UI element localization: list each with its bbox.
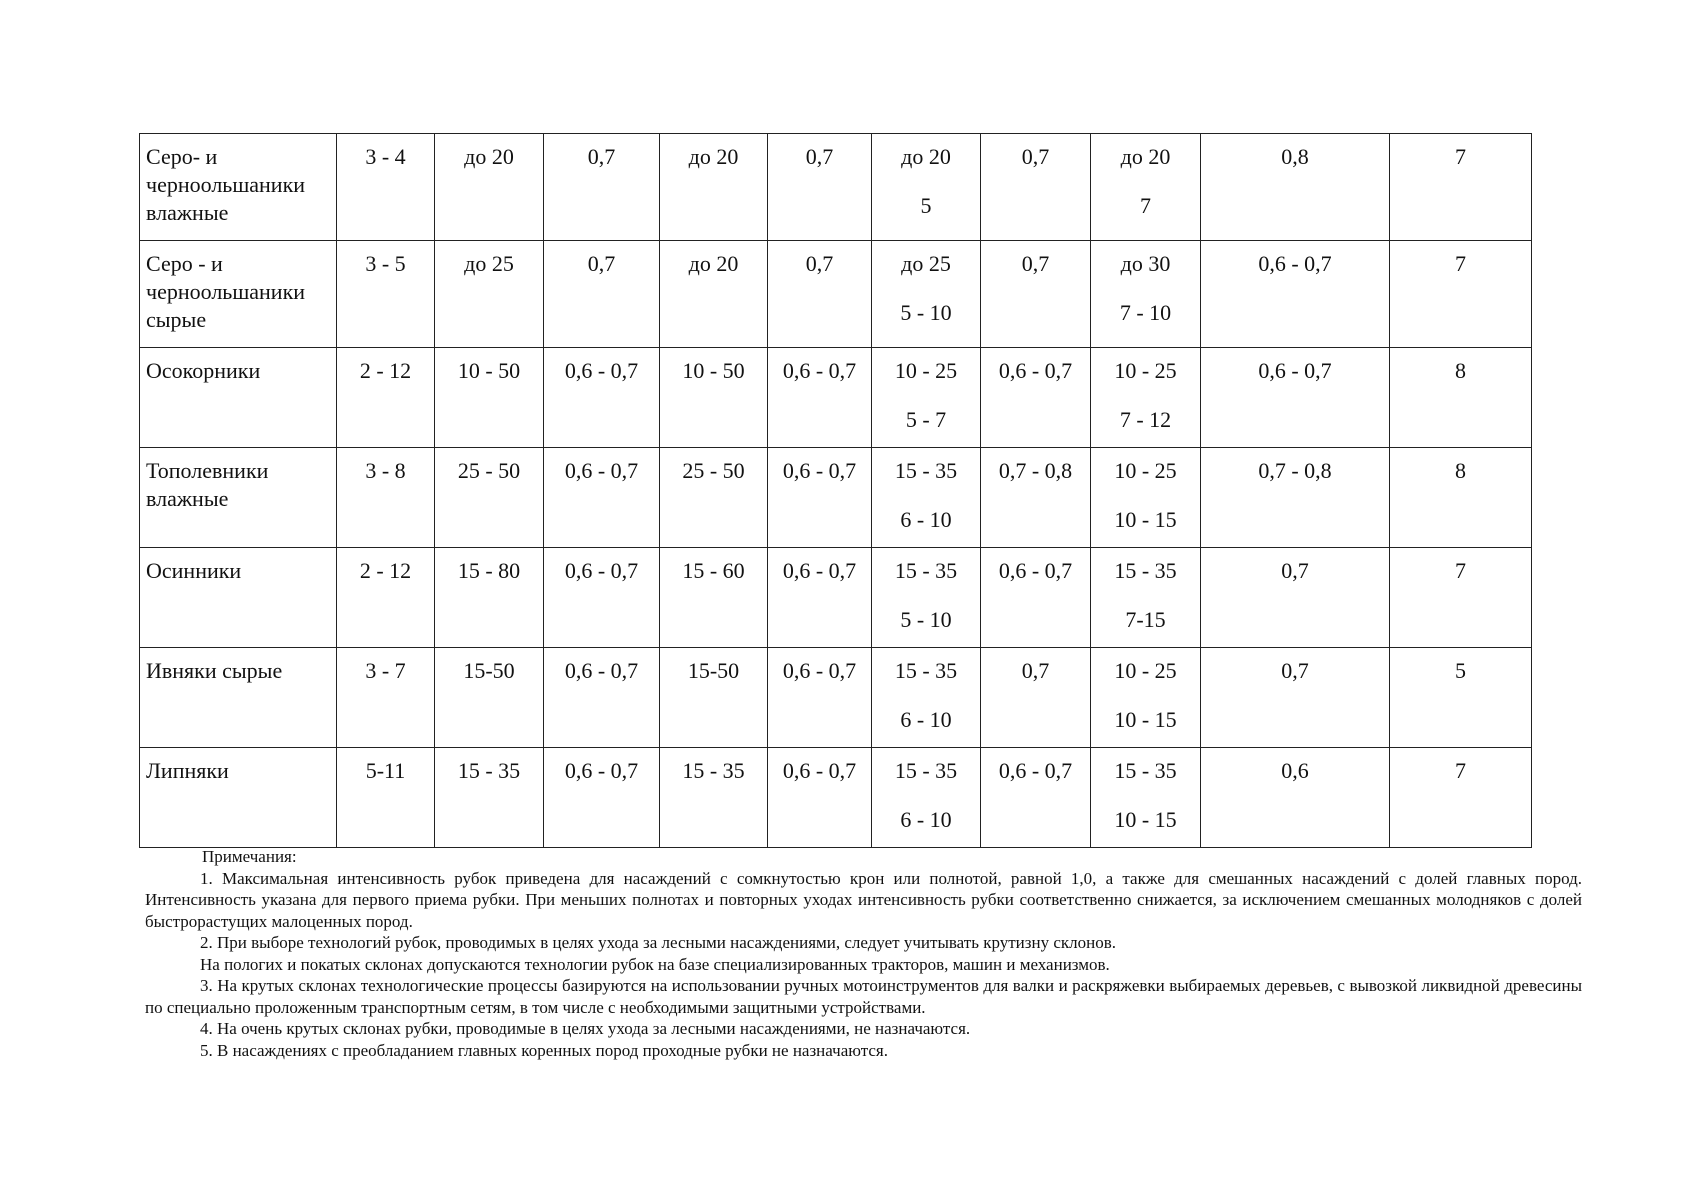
- cell-line: 5: [920, 193, 932, 218]
- cell-line: 15 - 35: [894, 758, 958, 783]
- table-cell: 0,7: [544, 241, 660, 348]
- table-cell: 7: [1390, 548, 1532, 648]
- table-cell: 7: [1390, 241, 1532, 348]
- cell-line: 10 - 25: [1114, 458, 1177, 483]
- table-cell: 15 - 35: [435, 748, 544, 848]
- table-cell: [1091, 648, 1201, 748]
- table-cell: 2 - 12: [337, 348, 435, 448]
- species-cell: Ивняки сырые: [140, 648, 337, 748]
- cell-line: до 30: [1120, 251, 1171, 276]
- cell-line: 10 - 15: [1114, 807, 1177, 832]
- table-cell: до 20: [660, 134, 768, 241]
- species-cell: Серо - и черноольшаники сырые: [140, 241, 337, 348]
- table-cell: [1091, 548, 1201, 648]
- table-cell: 0,7 - 0,8: [1201, 448, 1390, 548]
- table-cell: 15 - 35: [660, 748, 768, 848]
- table-cell: 0,7: [768, 241, 872, 348]
- table-cell: 0,7: [544, 134, 660, 241]
- table-cell: [872, 548, 981, 648]
- table-cell: 0,6 - 0,7: [1201, 348, 1390, 448]
- table-cell: [1091, 748, 1201, 848]
- table-cell: 25 - 50: [435, 448, 544, 548]
- table-cell: 15-50: [660, 648, 768, 748]
- table-cell: [872, 748, 981, 848]
- cell-line: 6 - 10: [900, 807, 952, 832]
- notes-section: [145, 846, 1582, 1061]
- table-cell: 0,6 - 0,7: [768, 548, 872, 648]
- cell-line: 6 - 10: [900, 507, 952, 532]
- table-cell: 3 - 7: [337, 648, 435, 748]
- table-cell: 25 - 50: [660, 448, 768, 548]
- table-row: [140, 548, 1532, 648]
- table-cell: 15 - 80: [435, 548, 544, 648]
- table-cell: до 20: [435, 134, 544, 241]
- table-cell: [1091, 134, 1201, 241]
- cell-line: 15 - 35: [894, 558, 958, 583]
- note-1: 1. Максимальная интенсивность рубок приведена для насаждений с сомкнутостью крон или полнотой, равной 1,0, а также для смешанных насаждений с долей главных пород. Интенсивность указана для первого приема рубки. При меньших полнотах и повторных уходах интенсивность рубки соответственно снижается, за исключением смешанных молодняков с долей быстрорастущих малоценных пород.: [145, 868, 1582, 931]
- table-cell: 10 - 50: [660, 348, 768, 448]
- cell-line: 5 - 10: [900, 607, 952, 632]
- cell-line: 10 - 25: [1114, 658, 1177, 683]
- table-cell: [872, 648, 981, 748]
- table-cell: [872, 241, 981, 348]
- table-cell: 0,6 - 0,7: [768, 648, 872, 748]
- species-cell: Тополевники влажные: [140, 448, 337, 548]
- cell-line: 7: [1140, 193, 1151, 218]
- note-2-continuation: На пологих и покатых склонах допускаются технологии рубок на базе специализированных тракторов, машин и механизмов.: [200, 954, 1110, 974]
- table-cell: 10 - 50: [435, 348, 544, 448]
- table-cell: 15 - 60: [660, 548, 768, 648]
- note-2: 2. При выборе технологий рубок, проводимых в целях ухода за лесными насаждениями, следует учитывать крутизну склонов.: [200, 933, 1116, 952]
- cell-line: до 20: [901, 144, 951, 169]
- table-cell: 3 - 8: [337, 448, 435, 548]
- table-cell: 2 - 12: [337, 548, 435, 648]
- table-cell: 0,7: [981, 134, 1091, 241]
- table-cell: 15-50: [435, 648, 544, 748]
- cell-line: 10 - 15: [1114, 507, 1177, 532]
- table-cell: 7: [1390, 748, 1532, 848]
- species-cell: Осокорники: [140, 348, 337, 448]
- cell-line: 15 - 35: [1114, 558, 1177, 583]
- table-row: [140, 348, 1532, 448]
- species-cell: Серо- и черноольшаники влажные: [140, 134, 337, 241]
- table-row: [140, 134, 1532, 241]
- notes-title: Примечания:: [202, 847, 297, 866]
- table-cell: 0,6 - 0,7: [981, 748, 1091, 848]
- cell-line: до 20: [1120, 144, 1171, 169]
- cell-line: 5 - 7: [905, 407, 947, 432]
- cell-line: 15 - 35: [1114, 758, 1177, 783]
- table-cell: 0,7: [981, 648, 1091, 748]
- note-4: 4. На очень крутых склонах рубки, проводимые в целях ухода за лесными насаждениями, не назначаются.: [200, 1019, 971, 1038]
- table-cell: 0,6 - 0,7: [768, 348, 872, 448]
- table-cell: 0,6 - 0,7: [981, 348, 1091, 448]
- table-row: [140, 748, 1532, 848]
- table-cell: [1091, 348, 1201, 448]
- cell-line: до 25: [901, 251, 951, 276]
- cell-line: 7-15: [1125, 607, 1166, 632]
- table-cell: 3 - 5: [337, 241, 435, 348]
- note-5: 5. В насаждениях с преобладанием главных коренных пород проходные рубки не назначаются.: [200, 1040, 888, 1060]
- table-cell: [872, 134, 981, 241]
- table-cell: [872, 448, 981, 548]
- note-3: 3. На крутых склонах технологические процессы базируются на использовании ручных мотоинструментов для валки и раскряжевки выбираемых деревьев, с вывозкой ликвидной древесины по специально проложенным транспортным сетям, в том числе с необходимыми защитными устройствами.: [145, 976, 1582, 1017]
- table-cell: [1091, 241, 1201, 348]
- table-cell: [872, 348, 981, 448]
- table-cell: 0,6 - 0,7: [544, 748, 660, 848]
- table-cell: 0,7: [981, 241, 1091, 348]
- table-cell: 0,6 - 0,7: [768, 748, 872, 848]
- cell-line: 7 - 10: [1119, 300, 1172, 325]
- table-cell: 3 - 4: [337, 134, 435, 241]
- cell-line: 6 - 10: [900, 707, 952, 732]
- cell-line: 15 - 35: [894, 658, 958, 683]
- cell-line: 7 - 12: [1119, 407, 1172, 432]
- table-cell: 8: [1390, 448, 1532, 548]
- table-cell: [1091, 448, 1201, 548]
- table-row: [140, 448, 1532, 548]
- cell-line: 5 - 10: [900, 300, 952, 325]
- cell-line: 15 - 35: [894, 458, 958, 483]
- table-cell: 8: [1390, 348, 1532, 448]
- table-cell: 0,6 - 0,7: [544, 448, 660, 548]
- cell-line: 10 - 25: [894, 358, 958, 383]
- table-cell: до 25: [435, 241, 544, 348]
- table-row: [140, 648, 1532, 748]
- table-cell: 0,6: [1201, 748, 1390, 848]
- table-cell: 0,8: [1201, 134, 1390, 241]
- table-cell: 5: [1390, 648, 1532, 748]
- table-cell: 0,6 - 0,7: [981, 548, 1091, 648]
- species-cell: Осинники: [140, 548, 337, 648]
- table-cell: 0,6 - 0,7: [1201, 241, 1390, 348]
- table-cell: 7: [1390, 134, 1532, 241]
- table-row: [140, 241, 1532, 348]
- table-cell: до 20: [660, 241, 768, 348]
- cell-line: 10 - 15: [1114, 707, 1177, 732]
- table-cell: 0,7 - 0,8: [981, 448, 1091, 548]
- table-cell: 0,7: [1201, 548, 1390, 648]
- table-cell: 0,7: [1201, 648, 1390, 748]
- table-cell: 0,6 - 0,7: [768, 448, 872, 548]
- table-cell: 0,6 - 0,7: [544, 648, 660, 748]
- thinning-table: [139, 133, 1532, 848]
- table-cell: 0,6 - 0,7: [544, 348, 660, 448]
- species-cell: Липняки: [140, 748, 337, 848]
- table-cell: 0,7: [768, 134, 872, 241]
- cell-line: 10 - 25: [1114, 358, 1177, 383]
- table-cell: 0,6 - 0,7: [544, 548, 660, 648]
- table-cell: 5-11: [337, 748, 435, 848]
